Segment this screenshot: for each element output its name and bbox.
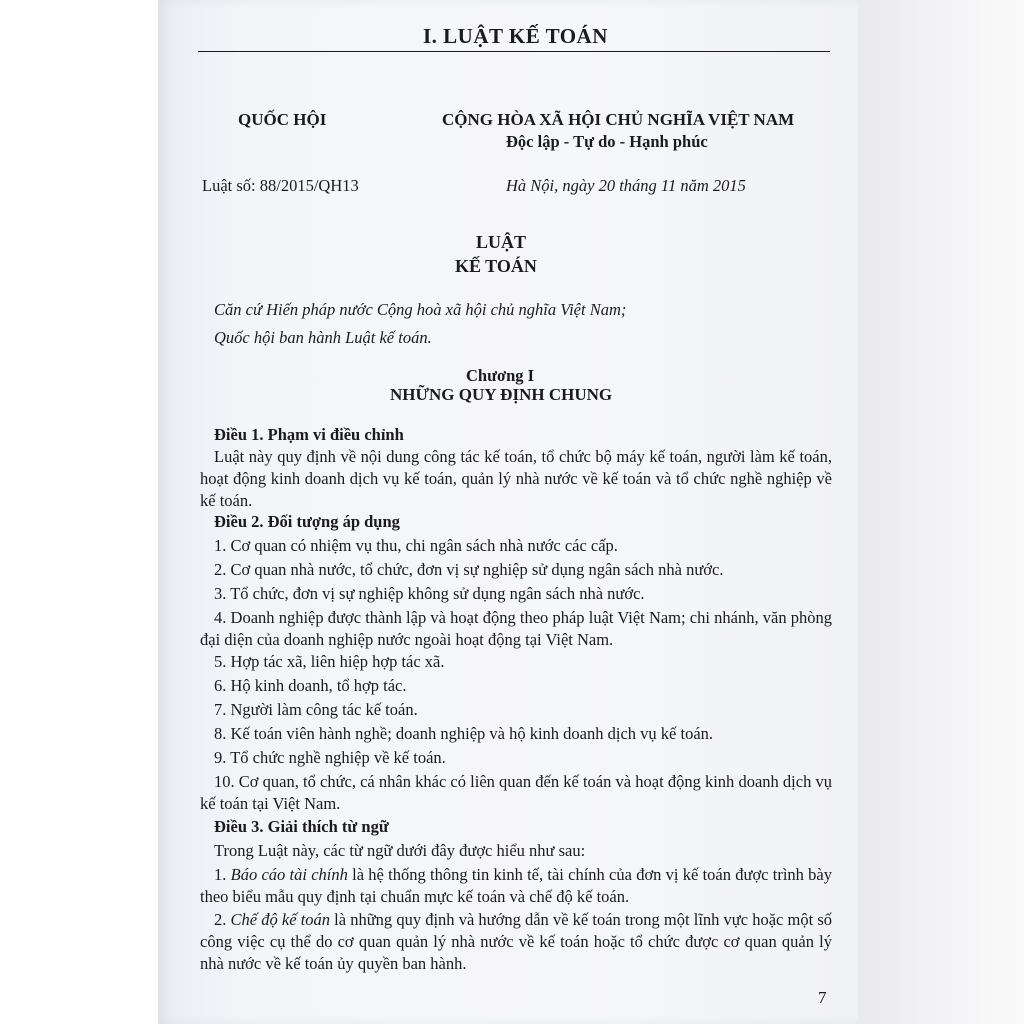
list-item: 5. Hợp tác xã, liên hiệp hợp tác xã. — [214, 652, 445, 671]
chapter-number: Chương I — [466, 366, 535, 385]
list-item: 3. Tổ chức, đơn vị sự nghiệp không sử dụng ngân sách nhà nước. — [214, 584, 645, 603]
national-motto: Độc lập - Tự do - Hạnh phúc — [506, 132, 708, 151]
definition-term: Chế độ kế toán — [230, 910, 331, 929]
article-heading: Điều 1. Phạm vi điều chỉnh — [214, 425, 404, 444]
section-title: I. LUẬT KẾ TOÁN — [423, 24, 608, 48]
definition-number: 2. — [214, 910, 231, 929]
country-name: CỘNG HÒA XÃ HỘI CHỦ NGHĨA VIỆT NAM — [442, 110, 795, 129]
list-item: 10. Cơ quan, tổ chức, cá nhân khác có liên quan đến kế toán và hoạt động kinh doanh dịch vụ kế toán tại Việt Nam. — [200, 772, 832, 813]
list-item: 9. Tổ chức nghề nghiệp về kế toán. — [214, 748, 446, 767]
list-item: 8. Kế toán viên hành nghề; doanh nghiệp và hộ kinh doanh dịch vụ kế toán. — [214, 724, 714, 743]
page-number: 7 — [818, 988, 827, 1007]
preamble-line: Quốc hội ban hành Luật kế toán. — [214, 328, 432, 347]
doc-title-line1: LUẬT — [476, 232, 527, 252]
issuing-body: QUỐC HỘI — [238, 110, 327, 129]
doc-title-line2: KẾ TOÁN — [455, 256, 537, 276]
list-item: 7. Người làm công tác kế toán. — [214, 700, 418, 719]
law-number: Luật số: 88/2015/QH13 — [202, 176, 359, 195]
list-item: 2. Cơ quan nhà nước, tổ chức, đơn vị sự nghiệp sử dụng ngân sách nhà nước. — [214, 560, 724, 579]
definition-term: Báo cáo tài chính — [230, 865, 348, 884]
definition-item — [200, 864, 832, 908]
list-item: 4. Doanh nghiệp được thành lập và hoạt động theo pháp luật Việt Nam; chi nhánh, văn phòng đại diện của doanh nghiệp nước ngoài hoạt động tại Việt Nam. — [200, 608, 832, 649]
definition-number: 1. — [214, 865, 231, 884]
article-heading: Điều 3. Giải thích từ ngữ — [214, 817, 389, 836]
article-intro: Trong Luật này, các từ ngữ dưới đây được hiểu như sau: — [214, 841, 586, 860]
definition-item — [200, 909, 832, 975]
list-item: 6. Hộ kinh doanh, tổ hợp tác. — [214, 676, 407, 695]
adjacent-page-bleed — [858, 0, 1024, 1024]
left-background — [0, 0, 158, 1024]
article-text: Luật này quy định về nội dung công tác kế toán, tổ chức bộ máy kế toán, người làm kế toán, hoạt động kinh doanh dịch vụ kế toán, quản lý nhà nước về kế toán và tổ chức nghề nghiệp về kế toán. — [200, 447, 832, 510]
section-divider — [198, 51, 830, 52]
chapter-title: NHỮNG QUY ĐỊNH CHUNG — [390, 385, 613, 404]
book-page — [158, 0, 858, 1024]
place-date: Hà Nội, ngày 20 tháng 11 năm 2015 — [506, 176, 746, 195]
definition-text: là hệ thống thông tin kinh tế, tài chính của đơn vị kế toán được trình bày theo biểu mẫu quy định tại chuẩn mực kế toán và chế độ kế toán. — [200, 865, 832, 906]
list-item: 1. Cơ quan có nhiệm vụ thu, chi ngân sách nhà nước các cấp. — [214, 536, 618, 555]
preamble-line: Căn cứ Hiến pháp nước Cộng hoà xã hội chủ nghĩa Việt Nam; — [214, 300, 627, 319]
definition-text: là những quy định và hướng dẫn về kế toán trong một lĩnh vực hoặc một số công việc cụ thể do cơ quan quản lý nhà nước về kế toán hoặc tổ chức được cơ quan quản lý nhà nước về kế toán ủy quyền ban hành. — [200, 910, 832, 973]
article-heading: Điều 2. Đối tượng áp dụng — [214, 512, 400, 531]
